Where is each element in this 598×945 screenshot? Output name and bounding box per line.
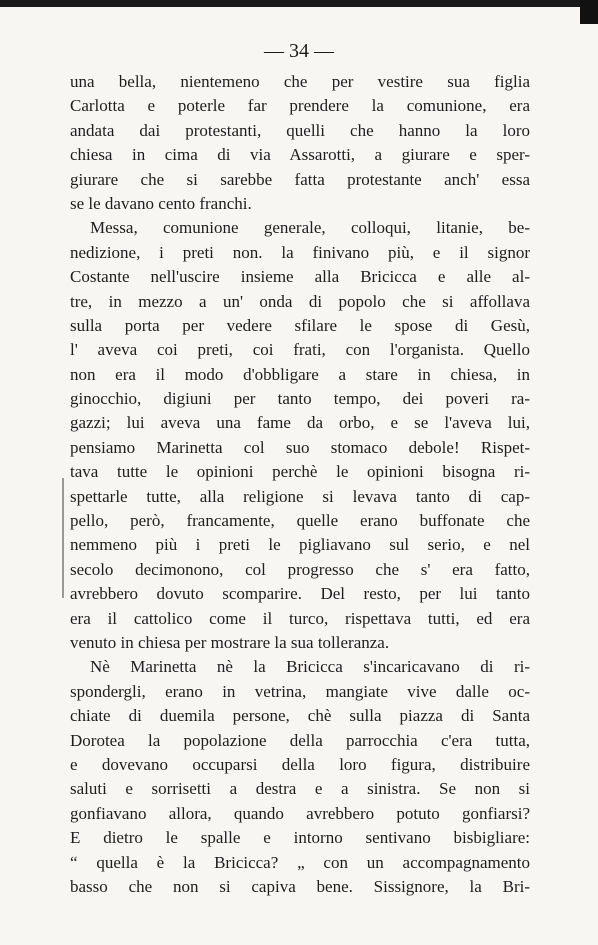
text-line: avrebbero dovuto scomparire. Del resto, per lui tanto: [70, 584, 530, 604]
text-line: Messa, comunione generale, colloqui, litanie, be-: [90, 218, 530, 238]
margin-pencil-mark: [62, 478, 64, 598]
text-line: andata dai protestanti, quelli che hanno la loro: [70, 120, 530, 140]
text-line: saluti e sorrisetti a destra e a sinistra. Se non si: [70, 779, 530, 799]
text-line: secolo decimonono, col progresso che s' era fatto,: [70, 559, 530, 579]
text-line: Costante nell'uscire insieme alla Bricicca e alle al-: [70, 267, 530, 287]
text-line: l' aveva coi preti, coi frati, con l'organista. Quello: [70, 340, 530, 360]
text-line: tava tutte le opinioni perchè le opinioni bisogna ri-: [70, 462, 530, 482]
text-line: pensiamo Marinetta col suo stomaco debole! Rispet-: [70, 437, 530, 457]
text-line: spettarle tutte, alla religione si levava tanto di cap-: [70, 486, 530, 506]
scan-corner-mark: [580, 0, 598, 24]
body-text: [70, 70, 530, 899]
text-line: era il cattolico come il turco, rispettava tutti, ed era: [70, 608, 530, 628]
text-line: spondergli, erano in vetrina, mangiate vive dalle oc-: [70, 681, 530, 701]
text-line: gonfiavano allora, quando avrebbero potuto gonfiarsi?: [70, 803, 530, 823]
text-line: Nè Marinetta nè la Bricicca s'incaricavano di ri-: [90, 657, 530, 677]
text-line: chiesa in cima di via Assarotti, a giurare e sper-: [70, 145, 530, 165]
paragraph-2: [70, 216, 530, 655]
text-line: nedizione, i preti non. la finivano più, e il signor: [70, 242, 530, 262]
text-line: giurare che si sarebbe fatta protestante anch' essa: [70, 169, 530, 189]
scan-top-edge: [0, 0, 598, 7]
paragraph-3: [70, 655, 530, 899]
text-line: sulla porta per vedere sfilare le spose di Gesù,: [70, 315, 530, 335]
text-line: venuto in chiesa per mostrare la sua tolleranza.: [70, 632, 390, 652]
text-line: pello, però, francamente, quelle erano buffonate che: [70, 511, 530, 531]
text-line: se le davano cento franchi.: [70, 193, 252, 213]
text-line: basso che non si capiva bene. Sissignore, la Bri-: [70, 876, 530, 896]
text-line: nemmeno più i preti le pigliavano sul serio, e nel: [70, 535, 530, 555]
text-line: Dorotea la popolazione della parrocchia c'era tutta,: [70, 730, 530, 750]
text-line: non era il modo d'obbligare a stare in chiesa, in: [70, 364, 530, 384]
text-line: E dietro le spalle e intorno sentivano bisbigliare:: [70, 828, 530, 848]
paragraph-1: [70, 70, 530, 216]
page-number: — 34 —: [264, 40, 334, 62]
text-line: chiate di duemila persone, chè sulla piazza di Santa: [70, 706, 530, 726]
text-line: gazzi; lui aveva una fame da orbo, e se l'aveva lui,: [70, 413, 530, 433]
text-line: ginocchio, digiuni per tanto tempo, dei poveri ra-: [70, 389, 530, 409]
text-line: “ quella è la Bricicca? „ con un accompagnamento: [70, 852, 530, 872]
text-line: e dovevano occuparsi della loro figura, distribuire: [70, 754, 530, 774]
text-line: Carlotta e poterle far prendere la comunione, era: [70, 96, 530, 116]
text-line: tre, in mezzo a un' onda di popolo che si affollava: [70, 291, 530, 311]
text-line: una bella, nientemeno che per vestire sua figlia: [70, 72, 530, 91]
